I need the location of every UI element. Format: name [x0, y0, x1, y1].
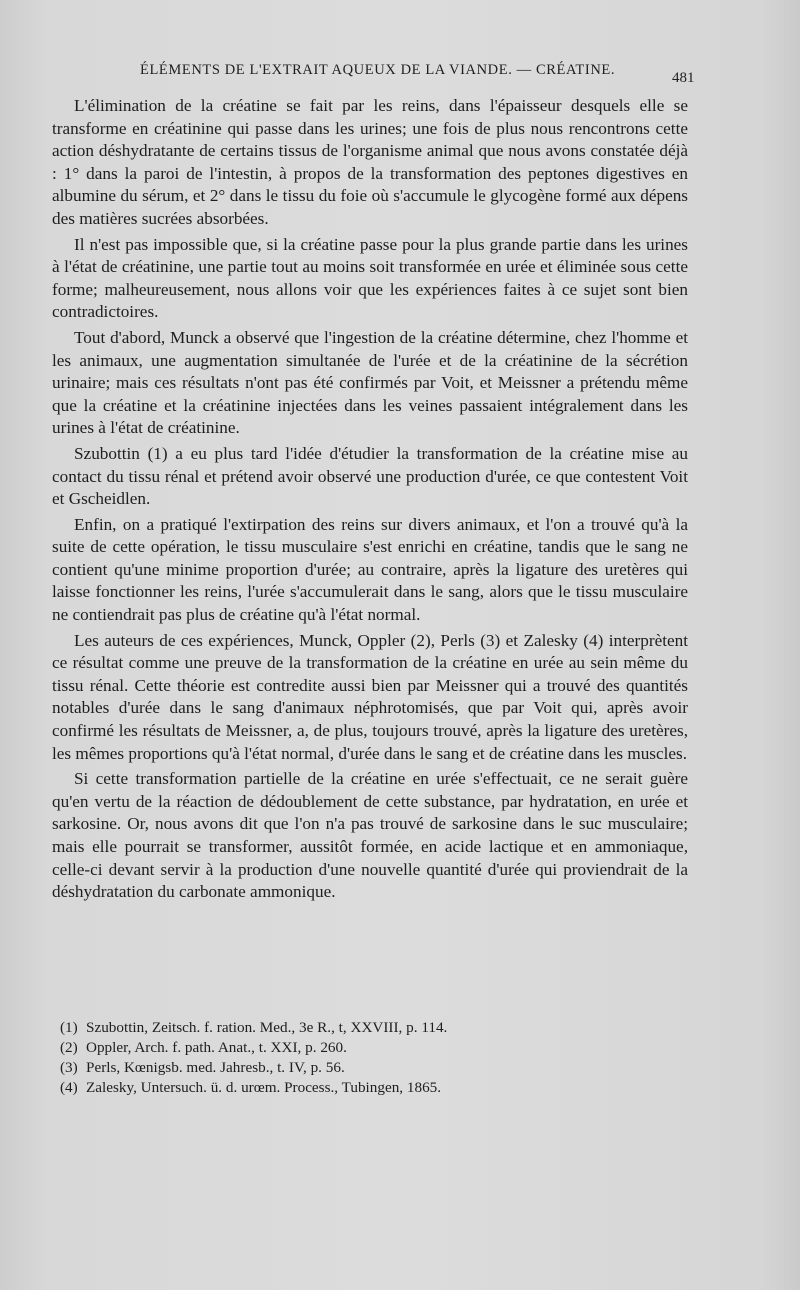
footnote-mark: (3)	[60, 1059, 78, 1076]
footnotes	[60, 1018, 620, 1098]
footnote-text: Zalesky, Untersuch. ü. d. urœm. Process., Tubingen, 1865.	[86, 1079, 442, 1096]
paragraph: Szubottin (1) a eu plus tard l'idée d'étudier la transformation de la créatine mise au contact du tissu rénal et prétend avoir observé une production d'urée, ce que contestent Voit et Gscheidlen.	[52, 443, 688, 509]
paragraph: Enfin, on a pratiqué l'extirpation des reins sur divers animaux, et l'on a trouvé qu'à la suite de cette opération, le tissu musculaire s'est enrichi en créatine, tandis que le sang ne contient qu'une minime proportion d'urée; au contraire, après la ligature des uretères qui laisse fonctionner les reins, l'urée s'accumulerait dans le sang, alors que le tissu musculaire ne contiendrait pas plus de créatine qu'à l'état normal.	[52, 514, 688, 625]
paragraph: Il n'est pas impossible que, si la créatine passe pour la plus grande partie dans les urines à l'état de créatinine, une partie tout au moins soit transformée en urée et éliminée sous cette forme; malheureusement, nous allons voir que les expériences faites à ce sujet sont bien contradictoires.	[52, 234, 688, 322]
page-number: 481	[672, 70, 695, 86]
paragraph: Tout d'abord, Munck a observé que l'ingestion de la créatine détermine, chez l'homme et les animaux, une augmentation simultanée de l'urée et de la créatinine de la sécrétion urinaire; mais ces résultats n'ont pas été confirmés par Voit, et Meissner a prétendu même que la créatine et la créatinine injectées dans les veines passaient intégralement dans les urines à l'état de créatinine.	[52, 327, 688, 438]
running-title: ÉLÉMENTS DE L'EXTRAIT AQUEUX DE LA VIANDE. — CRÉATINE.	[140, 62, 616, 78]
paragraph: Les auteurs de ces expériences, Munck, Oppler (2), Perls (3) et Zalesky (4) interprètent ce résultat comme une preuve de la transformation de la créatine en urée au sein même du tissu rénal. Cette théorie est contredite aussi bien par Meissner qui a trouvé des quantités notables d'urée dans le sang d'animaux néphrotomisés, que par Voit qui, après avoir confirmé les résultats de Meissner, a, de plus, toujours trouvé, après la ligature des uretères, les mêmes proportions qu'à l'état normal, d'urée dans le sang et de créatine dans les muscles.	[52, 630, 688, 763]
paragraph: L'élimination de la créatine se fait par les reins, dans l'épaisseur desquels elle se transforme en créatinine qui passe dans les urines; une fois de plus nous rencontrons cette action déshydratante de certains tissus de l'organisme animal que nous avons constatée déjà : 1° dans la paroi de l'intestin, à propos de la transformation des peptones digestives en albumine du sérum, et 2° dans le tissu du foie où s'accumule le glycogène formé aux dépens des matières sucrées absorbées.	[52, 96, 688, 228]
footnote	[60, 1078, 620, 1098]
footnote-text: Oppler, Arch. f. path. Anat., t. XXI, p. 260.	[86, 1039, 347, 1056]
footnote-mark: (4)	[60, 1079, 78, 1096]
footnote	[60, 1018, 620, 1038]
paragraph: Si cette transformation partielle de la créatine en urée s'effectuait, ce ne serait guère qu'en vertu de la réaction de dédoublement de cette substance, par hydratation, en urée et sarkosine. Or, nous avons dit que l'on n'a pas trouvé de sarkosine dans le suc musculaire; mais elle pourrait se transformer, aussitôt formée, en acide lactique et en ammoniaque, celle-ci devant servir à la production d'une nouvelle quantité d'urée qui proviendrait de la déshydratation du carbonate ammonique.	[52, 769, 688, 902]
body-text	[52, 95, 688, 904]
footnote-mark: (1)	[60, 1019, 78, 1036]
footnote-mark: (2)	[60, 1039, 78, 1056]
footnote-text: Perls, Kœnigsb. med. Jahresb., t. IV, p. 56.	[86, 1059, 345, 1076]
footnote-text: Szubottin, Zeitsch. f. ration. Med., 3e R., t, XXVIII, p. 114.	[86, 1019, 448, 1036]
footnote	[60, 1058, 620, 1078]
footnote	[60, 1038, 620, 1058]
